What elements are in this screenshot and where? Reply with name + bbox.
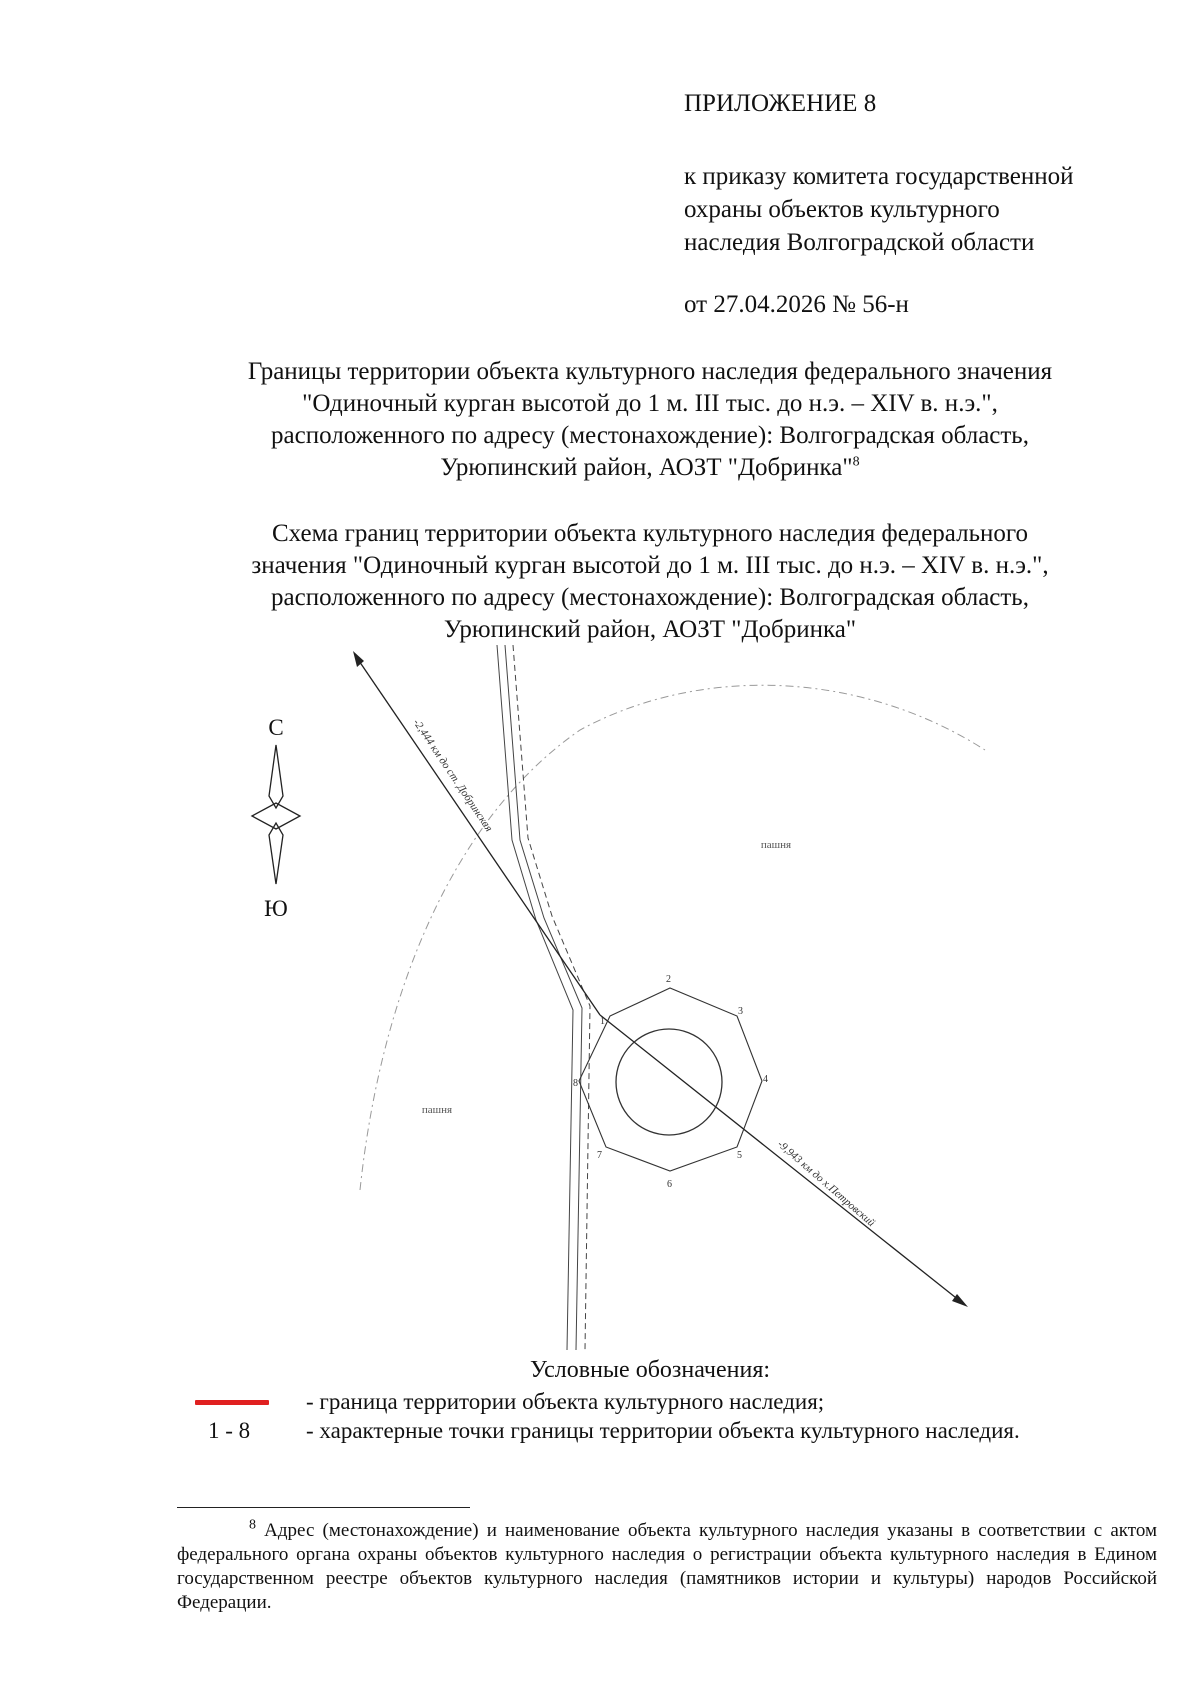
compass-south-label: Ю <box>264 896 288 921</box>
point-label: 3 <box>738 1006 743 1017</box>
appendix-title: ПРИЛОЖЕНИЕ 8 <box>684 90 877 117</box>
legend-title: Условные обозначения: <box>530 1357 771 1383</box>
mound-circle <box>616 1029 722 1135</box>
order-line: наследия Волгоградской области <box>684 229 1035 256</box>
legend-boundary-desc: - граница территории объекта культурного наследия; <box>306 1389 825 1414</box>
point-label: 7 <box>597 1150 602 1161</box>
distance-label-nw: -2,444 км до ст. Добринская <box>410 716 495 835</box>
direction-line-se <box>600 1015 968 1307</box>
order-line: охраны объектов культурного <box>684 196 1000 223</box>
scheme-title-line: Схема границ территории объекта культурного наследия федерального <box>271 520 1029 547</box>
field-label: пашня <box>760 839 792 851</box>
distance-label-se: -9,943 км до х.Петровский <box>775 1138 878 1230</box>
bounds-title-line: Границы территории объекта культурного наследия федерального значения <box>247 358 1053 385</box>
order-line: к приказу комитета государственной <box>684 163 1074 190</box>
point-label: 5 <box>737 1150 742 1161</box>
footnote-text: Адрес (местонахождение) и наименование объекта культурного наследия указаны в соответствии с актом федерального органа охраны объектов культурного наследия о регистрации объекта культурного наследия в Едином государственном реестре объектов культурного наследия (памятников истории и культуры) народов Российской Федерации. <box>177 1520 1158 1613</box>
direction-line-nw <box>353 651 600 1015</box>
scheme-title-line: расположенного по адресу (местонахождение): Волгоградская область, <box>271 584 1029 611</box>
bounds-title-line: "Одиночный курган высотой до 1 м. III тыс. до н.э. – XIV в. н.э.", <box>302 390 998 417</box>
point-label: 8 <box>573 1078 578 1089</box>
point-label: 4 <box>763 1074 768 1085</box>
road <box>497 645 590 1350</box>
boundary-points <box>573 974 768 1190</box>
bounds-title-last: Урюпинский район, АОЗТ "Добринка" <box>440 454 853 481</box>
object-boundary-polygon <box>579 988 762 1171</box>
point-label: 2 <box>666 974 671 985</box>
legend-points-desc: - характерные точки границы территории объекта культурного наследия. <box>306 1418 1020 1443</box>
point-label: 6 <box>667 1179 672 1190</box>
footnote-separator <box>177 1507 470 1508</box>
boundary-legend-swatch <box>195 1400 269 1405</box>
compass-north-label: С <box>268 715 284 740</box>
field-label: пашня <box>421 1104 453 1116</box>
footnote-mark: 8 <box>249 1517 256 1533</box>
footnote <box>177 1519 1157 1615</box>
order-date: от 27.04.2026 № 56-н <box>684 291 909 318</box>
footnote-ref[interactable]: 8 <box>852 454 860 470</box>
scheme-title-line: значения "Одиночный курган высотой до 1 м. III тыс. до н.э. – XIV в. н.э.", <box>251 552 1049 579</box>
scheme-title-line: Урюпинский район, АОЗТ "Добринка" <box>443 616 857 643</box>
field-boundary-arc <box>360 685 985 1190</box>
legend-points-label: 1 - 8 <box>208 1418 251 1443</box>
point-label: 1 <box>600 1016 605 1027</box>
bounds-title-line: расположенного по адресу (местонахождение): Волгоградская область, <box>271 422 1029 449</box>
compass-icon <box>252 745 300 884</box>
